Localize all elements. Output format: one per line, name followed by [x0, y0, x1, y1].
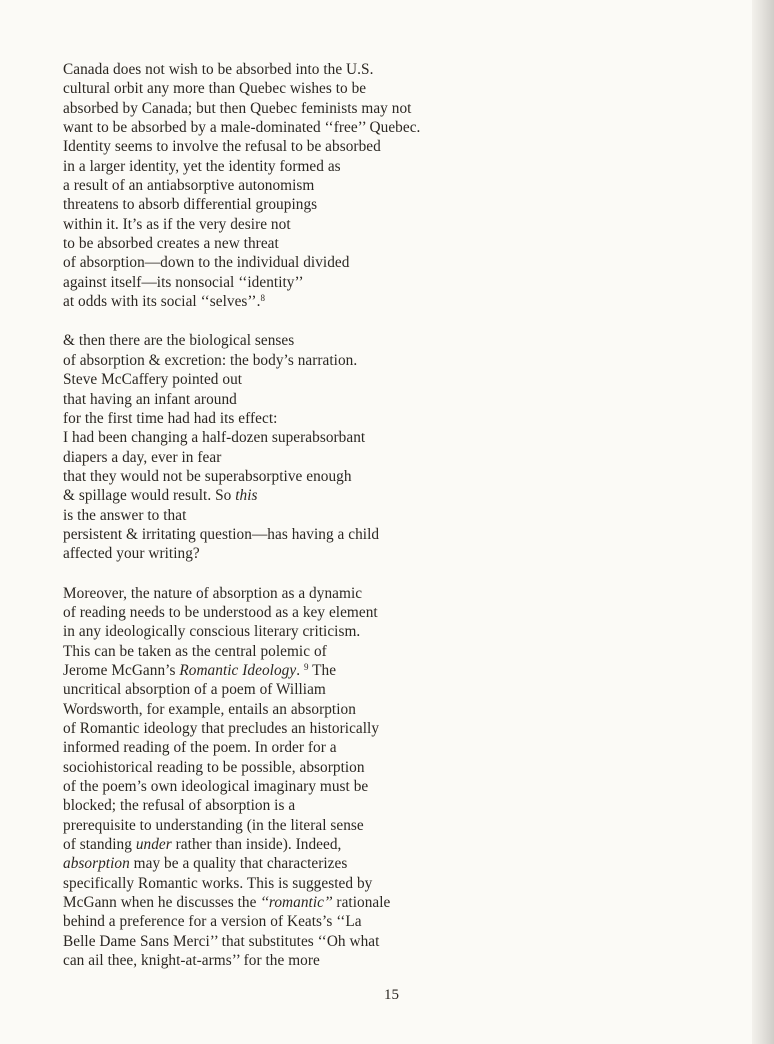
text-line	[63, 874, 743, 893]
text-line	[63, 409, 743, 428]
text-run: Jerome McGann’s	[63, 661, 180, 679]
text-line	[63, 603, 743, 622]
text-run: in any ideologically conscious literary criticism.	[63, 623, 361, 641]
text-line	[63, 273, 743, 292]
text-line	[63, 118, 743, 137]
text-run: diapers a day, ever in fear	[63, 448, 222, 466]
paragraph-3	[63, 584, 743, 971]
text-run: & then there are the biological senses	[63, 332, 295, 350]
text-line	[63, 796, 743, 815]
footnote-ref: 8	[260, 293, 266, 304]
text-run: of Romantic ideology that precludes an historically	[63, 720, 380, 737]
text-run: to be absorbed creates a new threat	[63, 235, 279, 253]
text-line	[63, 467, 743, 486]
text-run: Canada does not wish to be absorbed into the U.S.	[63, 61, 374, 78]
paragraph-1	[63, 60, 743, 311]
text-line	[63, 661, 743, 680]
text-line	[63, 777, 743, 796]
text-line	[63, 370, 743, 389]
text-run: .	[296, 661, 304, 679]
text-line	[63, 700, 743, 719]
text-run: specifically Romantic works. This is suggested by	[63, 874, 373, 892]
text-run: for the first time had had its effect:	[63, 409, 278, 427]
text-run: Wordsworth, for example, entails an absorption	[63, 700, 356, 718]
text-line	[63, 448, 743, 467]
text-line	[63, 506, 743, 525]
text-run: want to be absorbed by a male-dominated ‘‘free’’ Quebec.	[63, 119, 421, 137]
text-run: Steve McCaffery pointed out	[63, 371, 243, 389]
text-run: This can be taken as the central polemic of	[63, 642, 327, 660]
text-run: that they would not be superabsorptive enough	[63, 467, 352, 485]
text-line	[63, 642, 743, 661]
text-line	[63, 215, 743, 234]
text-run: persistent & irritating question—has having a child	[63, 525, 380, 543]
italic-text: absorption	[63, 855, 130, 873]
text-line	[63, 758, 743, 777]
text-run: of standing	[63, 836, 136, 854]
text-run: & spillage would result. So	[63, 487, 236, 505]
text-run: sociohistorical reading to be possible, absorption	[63, 758, 365, 776]
text-line	[63, 79, 743, 98]
text-line	[63, 157, 743, 176]
text-line	[63, 137, 743, 156]
text-line	[63, 816, 743, 835]
text-line	[63, 390, 743, 409]
italic-text: under	[135, 836, 172, 854]
italic-text: Romantic Ideology	[179, 661, 297, 679]
italic-text: this	[235, 487, 258, 505]
text-line	[63, 854, 743, 873]
text-line	[63, 544, 743, 563]
text-run: I had been changing a half-dozen superabsorbant	[63, 429, 366, 447]
text-run: of the poem’s own ideological imaginary must be	[63, 778, 369, 796]
text-run: prerequisite to understanding (in the literal sense	[63, 816, 364, 834]
text-line	[63, 835, 743, 854]
paragraph-2	[63, 331, 743, 563]
text-run: can ail thee, knight-at-arms’’ for the more	[63, 952, 320, 970]
text-line	[63, 331, 743, 350]
text-run: a result of an antiabsorptive autonomism	[63, 177, 315, 195]
text-line	[63, 99, 743, 118]
text-run: is the answer to that	[63, 506, 187, 524]
text-line	[63, 253, 743, 272]
text-run: absorbed by Canada; but then Quebec feminists may not	[63, 99, 412, 117]
text-line	[63, 932, 743, 951]
text-line	[63, 893, 743, 912]
text-line	[63, 486, 743, 505]
text-run: McGann when he discusses the	[63, 894, 261, 912]
text-run: rationale	[332, 894, 391, 912]
text-run: blocked; the refusal of absorption is a	[63, 797, 296, 815]
text-run: behind a preference for a version of Keats’s ‘‘La	[63, 913, 362, 931]
page-gutter-shadow	[752, 0, 774, 1044]
text-line	[63, 622, 743, 641]
text-run: that having an infant around	[63, 390, 237, 408]
text-line	[63, 738, 743, 757]
stanza-gap	[63, 564, 743, 584]
text-line	[63, 195, 743, 214]
text-run: informed reading of the poem. In order for a	[63, 739, 337, 757]
text-line	[63, 951, 743, 970]
text-run: against itself—its nonsocial ‘‘identity’’	[63, 273, 304, 291]
text-line	[63, 60, 743, 79]
page-body	[63, 60, 743, 970]
text-run: of absorption & excretion: the body’s narration.	[63, 351, 358, 369]
text-line	[63, 719, 743, 738]
text-run: affected your writing?	[63, 545, 200, 563]
text-line	[63, 176, 743, 195]
text-run: within it. It’s as if the very desire not	[63, 215, 291, 233]
text-line	[63, 584, 743, 603]
text-run: rather than inside). Indeed,	[171, 836, 342, 854]
text-run: uncritical absorption of a poem of William	[63, 681, 326, 699]
footnote-ref: 9	[303, 661, 309, 672]
text-line	[63, 234, 743, 253]
text-run: of absorption—down to the individual divided	[63, 254, 350, 272]
italic-text: ‘‘romantic’’	[260, 894, 333, 912]
text-run: The	[308, 661, 337, 679]
text-line	[63, 292, 743, 311]
text-line	[63, 912, 743, 931]
text-line	[63, 351, 743, 370]
text-run: cultural orbit any more than Quebec wishes to be	[63, 80, 367, 98]
text-line	[63, 680, 743, 699]
text-run: Belle Dame Sans Merci’’ that substitutes ‘‘Oh what	[63, 932, 380, 950]
page-number: 15	[384, 987, 399, 1003]
stanza-gap	[63, 311, 743, 331]
text-run: threatens to absorb differential groupings	[63, 196, 318, 214]
text-run: of reading needs to be understood as a key element	[63, 603, 378, 621]
text-run: Moreover, the nature of absorption as a dynamic	[63, 584, 363, 602]
text-run: at odds with its social ‘‘selves’’.	[63, 293, 261, 311]
text-line	[63, 428, 743, 447]
text-run: may be a quality that characterizes	[129, 855, 348, 873]
text-run: Identity seems to involve the refusal to be absorbed	[63, 138, 381, 156]
text-line	[63, 525, 743, 544]
text-run: in a larger identity, yet the identity formed as	[63, 157, 341, 175]
